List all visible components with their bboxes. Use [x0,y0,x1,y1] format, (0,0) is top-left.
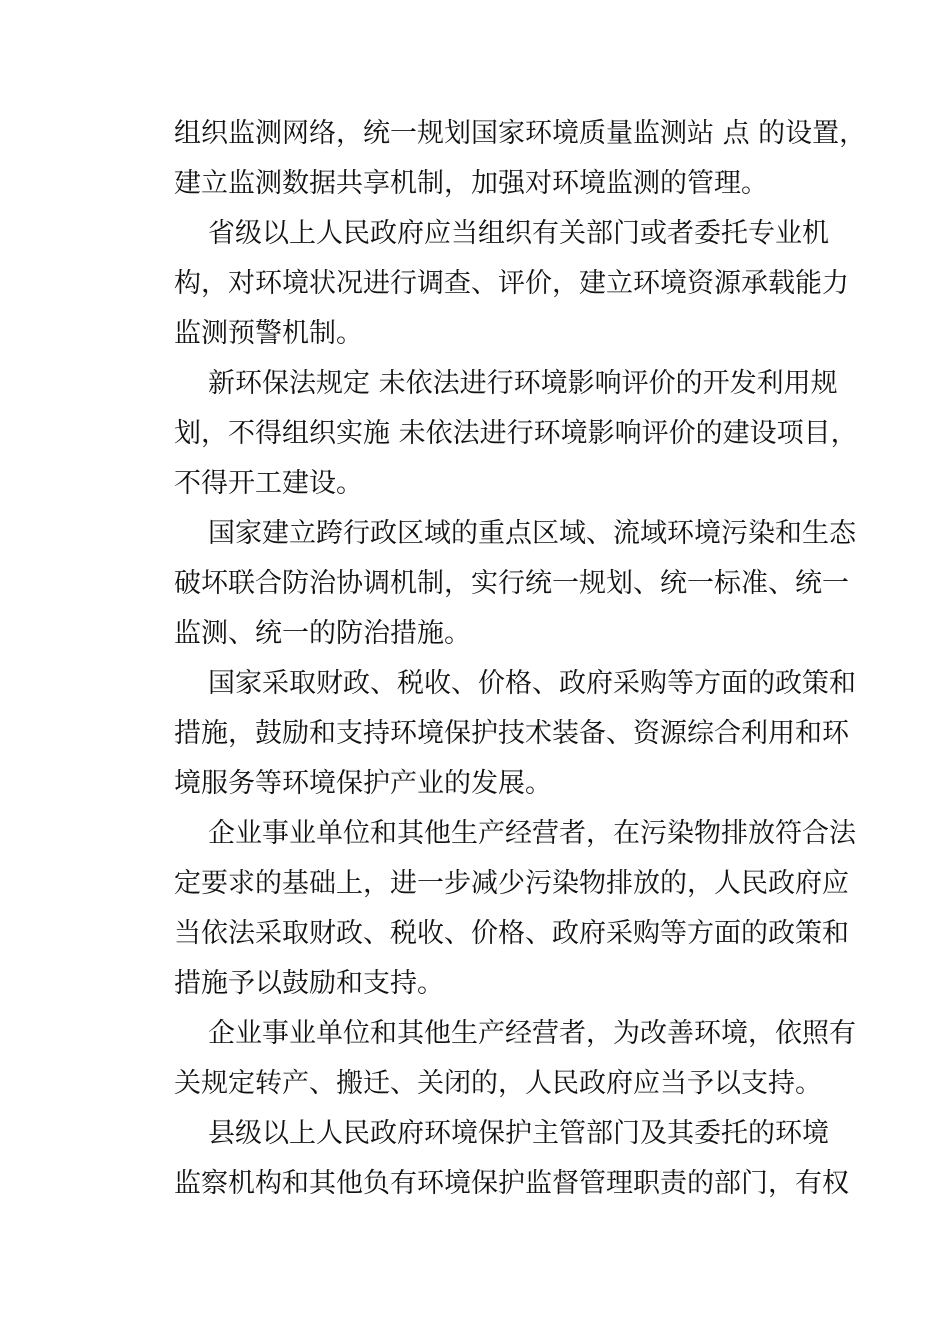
paragraph-start-line: 企业事业单位和其他生产经营者，为改善环境，依照有 [208,1018,856,1049]
text-line: 当依法采取财政、税收、价格、政府采购等方面的政策和 [174,918,849,949]
paragraph-start-line: 国家采取财政、税收、价格、政府采购等方面的政策和 [208,668,856,699]
text-line: 组织监测网络，统一规划国家环境质量监测站 点 的设置， [174,118,867,149]
paragraph-start-line: 县级以上人民政府环境保护主管部门及其委托的环境 [208,1118,829,1149]
text-line: 定要求的基础上，进一步减少污染物排放的，人民政府应 [174,868,849,899]
paragraph-start-line: 国家建立跨行政区域的重点区域、流域环境污染和生态 [208,518,856,549]
text-line: 措施，鼓励和支持环境保护技术装备、资源综合利用和环 [174,718,849,749]
text-line: 措施予以鼓励和支持。 [174,968,444,999]
paragraph-start-line: 新环保法规定 未依法进行环境影响评价的开发利用规 [208,368,838,399]
text-line: 监测、统一的防治措施。 [174,618,471,649]
text-line: 划，不得组织实施 未依法进行环境影响评价的建设项目， [174,418,858,449]
text-line: 关规定转产、搬迁、关闭的，人民政府应当予以支持。 [174,1068,822,1099]
text-line: 不得开工建设。 [174,468,363,499]
text-line: 建立监测数据共享机制，加强对环境监测的管理。 [174,168,768,199]
text-line: 构，对环境状况进行调查、评价，建立环境资源承载能力 [174,268,849,299]
paragraph-start-line: 省级以上人民政府应当组织有关部门或者委托专业机 [208,218,829,249]
text-line: 境服务等环境保护产业的发展。 [174,768,552,799]
text-line: 监察机构和其他负有环境保护监督管理职责的部门，有权 [174,1168,849,1199]
text-line: 监测预警机制。 [174,318,363,349]
text-line: 破坏联合防治协调机制，实行统一规划、统一标准、统一 [174,568,849,599]
paragraph-start-line: 企业事业单位和其他生产经营者，在污染物排放符合法 [208,818,856,849]
